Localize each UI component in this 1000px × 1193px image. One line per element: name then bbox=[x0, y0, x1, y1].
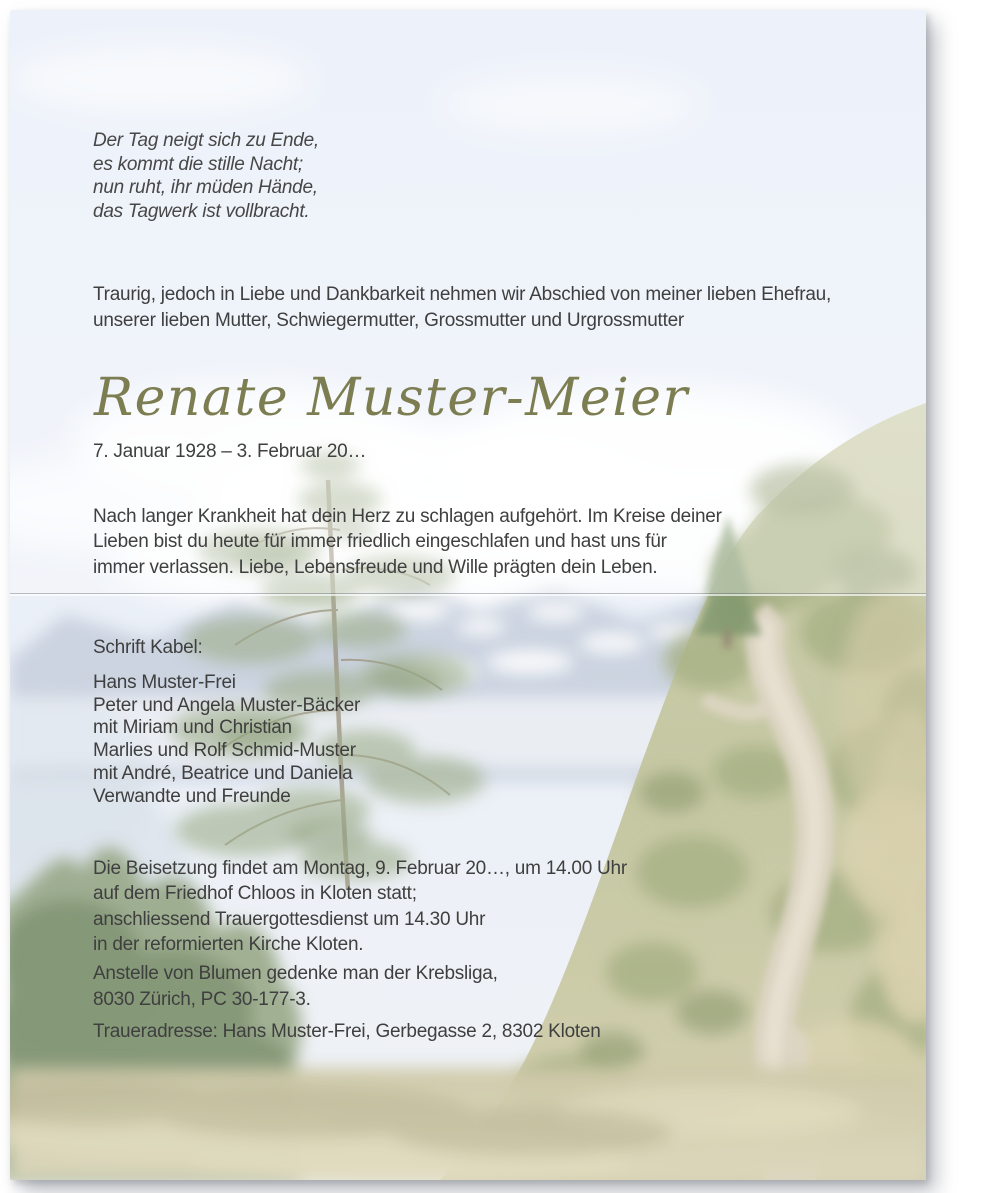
mourner-line: Verwandte und Freunde bbox=[93, 785, 291, 807]
mourners-list bbox=[93, 672, 360, 808]
intro-line: Traurig, jedoch in Liebe und Dankbarkeit nehmen wir Abschied von meiner lieben Ehefrau, bbox=[93, 284, 831, 305]
obituary-line: Lieben bist du heute für immer friedlich eingeschlafen und hast uns für bbox=[93, 531, 667, 553]
poem-line: es kommt die stille Nacht; bbox=[93, 153, 303, 175]
mourning-address: Traueradresse: Hans Muster-Frei, Gerbegasse 2, 8302 Kloten bbox=[93, 1021, 601, 1042]
funeral-line: auf dem Friedhof Chloos in Kloten statt; bbox=[93, 883, 417, 905]
intro-paragraph bbox=[93, 282, 831, 333]
funeral-line: in der reformierten Kirche Kloten. bbox=[93, 933, 364, 955]
mourner-line: Marlies und Rolf Schmid-Muster bbox=[93, 740, 356, 762]
opening-poem bbox=[93, 129, 319, 223]
life-dates: 7. Januar 1928 – 3. Februar 20… bbox=[93, 441, 367, 462]
obituary-line: Nach langer Krankheit hat dein Herz zu schlagen aufgehört. Im Kreise deiner bbox=[93, 506, 722, 527]
intro-line: unserer lieben Mutter, Schwiegermutter, Grossmutter und Urgrossmutter bbox=[93, 309, 684, 331]
funeral-line: anschliessend Trauergottesdienst um 14.30 Uhr bbox=[93, 908, 486, 930]
mourner-line: Hans Muster-Frei bbox=[93, 672, 236, 693]
donation-line: Anstelle von Blumen gedenke man der Krebsliga, bbox=[93, 963, 498, 984]
deceased-name: Renate Muster-Meier bbox=[94, 368, 689, 428]
donation-line: 8030 Zürich, PC 30-177-3. bbox=[93, 988, 311, 1010]
font-note: Schrift Kabel: bbox=[93, 637, 203, 658]
funeral-details bbox=[93, 856, 627, 957]
card-fold-line bbox=[10, 593, 926, 594]
obituary-line: immer verlassen. Liebe, Lebensfreude und Wille prägten dein Leben. bbox=[93, 556, 658, 578]
poem-line: das Tagwerk ist vollbracht. bbox=[93, 200, 310, 222]
memorial-card bbox=[10, 10, 926, 1180]
mourner-line: mit André, Beatrice und Daniela bbox=[93, 762, 353, 784]
obituary-paragraph bbox=[93, 504, 722, 580]
donation-note bbox=[93, 961, 498, 1012]
poem-line: nun ruht, ihr müden Hände, bbox=[93, 177, 318, 198]
funeral-line: Die Beisetzung findet am Montag, 9. Februar 20…, um 14.00 Uhr bbox=[93, 858, 627, 879]
mourner-line: mit Miriam und Christian bbox=[93, 717, 292, 739]
mourner-line: Peter und Angela Muster-Bäcker bbox=[93, 694, 361, 716]
poem-line: Der Tag neigt sich zu Ende, bbox=[93, 130, 319, 151]
